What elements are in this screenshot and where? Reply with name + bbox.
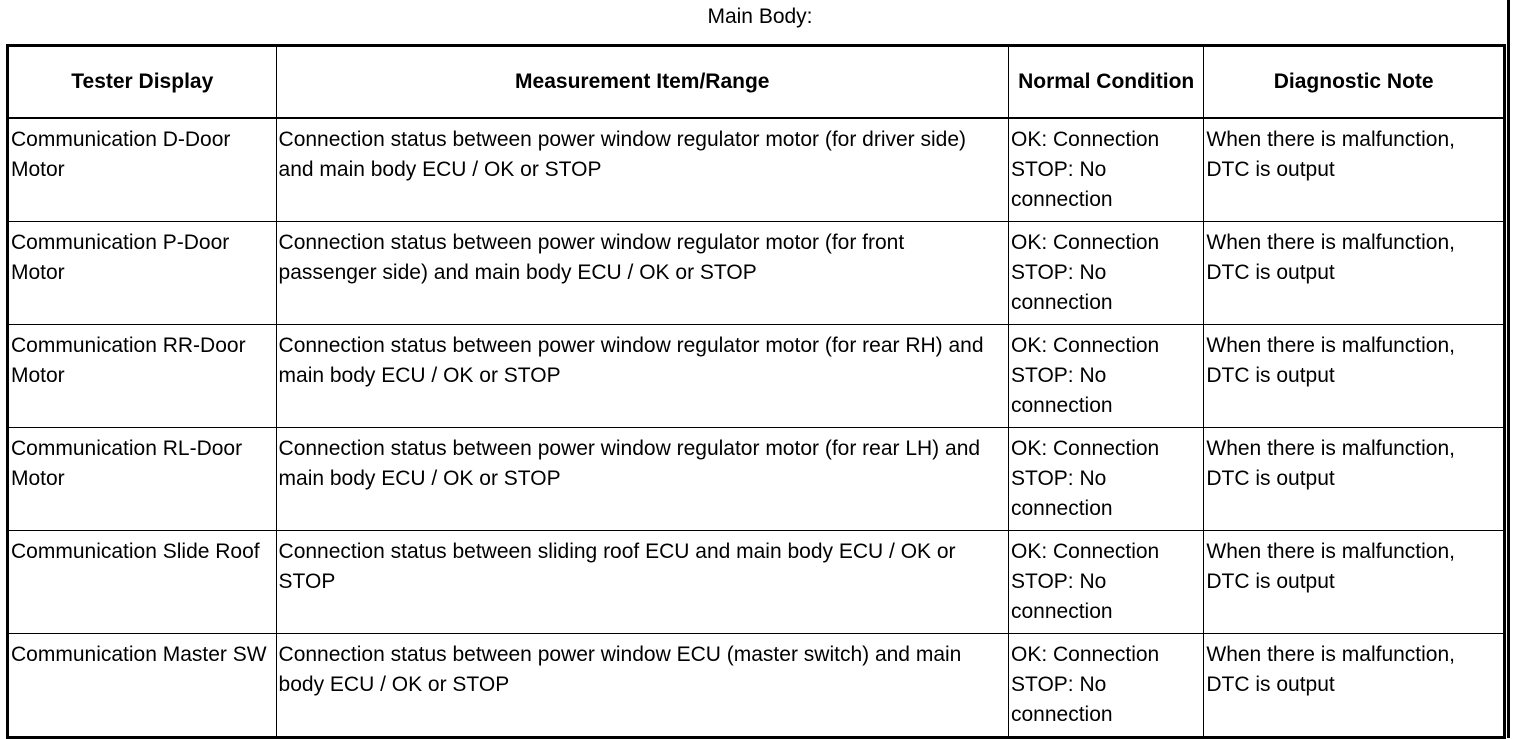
header-tester-display: Tester Display — [8, 46, 277, 119]
cell-diagnostic-note: When there is malfunction, DTC is output — [1204, 428, 1505, 531]
cell-normal-condition: OK: Connection STOP: No connection — [1008, 531, 1203, 634]
header-measurement-item: Measurement Item/Range — [276, 46, 1008, 119]
cell-measurement: Connection status between sliding roof ECU and main body ECU / OK or STOP — [276, 531, 1008, 634]
table-row — [8, 222, 1505, 325]
cell-normal-condition: OK: Connection STOP: No connection — [1008, 634, 1203, 738]
cell-normal-condition: OK: Connection STOP: No connection — [1008, 325, 1203, 428]
cell-diagnostic-note: When there is malfunction, DTC is output — [1204, 634, 1505, 738]
cell-tester-display: Communication D-Door Motor — [8, 118, 277, 222]
cell-diagnostic-note: When there is malfunction, DTC is output — [1204, 531, 1505, 634]
table-row — [8, 118, 1505, 222]
table-row — [8, 634, 1505, 738]
page-title: Main Body: — [707, 5, 813, 28]
cell-diagnostic-note: When there is malfunction, DTC is output — [1204, 222, 1505, 325]
cell-measurement: Connection status between power window regulator motor (for rear LH) and main body ECU / OK or STOP — [276, 428, 1008, 531]
cell-normal-condition: OK: Connection STOP: No connection — [1008, 222, 1203, 325]
header-normal-condition: Normal Condition — [1008, 46, 1203, 119]
page-right-border — [1507, 0, 1510, 738]
cell-tester-display: Communication P-Door Motor — [8, 222, 277, 325]
cell-measurement: Connection status between power window regulator motor (for driver side) and main body ECU / OK or STOP — [276, 118, 1008, 222]
table-row — [8, 325, 1505, 428]
cell-normal-condition: OK: Connection STOP: No connection — [1008, 428, 1203, 531]
cell-tester-display: Communication Master SW — [8, 634, 277, 738]
header-diagnostic-note: Diagnostic Note — [1204, 46, 1505, 119]
table-row — [8, 531, 1505, 634]
table-row — [8, 428, 1505, 531]
cell-normal-condition: OK: Connection STOP: No connection — [1008, 118, 1203, 222]
cell-diagnostic-note: When there is malfunction, DTC is output — [1204, 325, 1505, 428]
cell-measurement: Connection status between power window regulator motor (for rear RH) and main body ECU / OK or STOP — [276, 325, 1008, 428]
cell-tester-display: Communication RR-Door Motor — [8, 325, 277, 428]
cell-diagnostic-note: When there is malfunction, DTC is output — [1204, 118, 1505, 222]
table-header-row — [8, 46, 1505, 119]
cell-tester-display: Communication RL-Door Motor — [8, 428, 277, 531]
cell-tester-display: Communication Slide Roof — [8, 531, 277, 634]
cell-measurement: Connection status between power window ECU (master switch) and main body ECU / OK or STOP — [276, 634, 1008, 738]
cell-measurement: Connection status between power window regulator motor (for front passenger side) and main body ECU / OK or STOP — [276, 222, 1008, 325]
diagnostic-data-table — [6, 44, 1506, 739]
